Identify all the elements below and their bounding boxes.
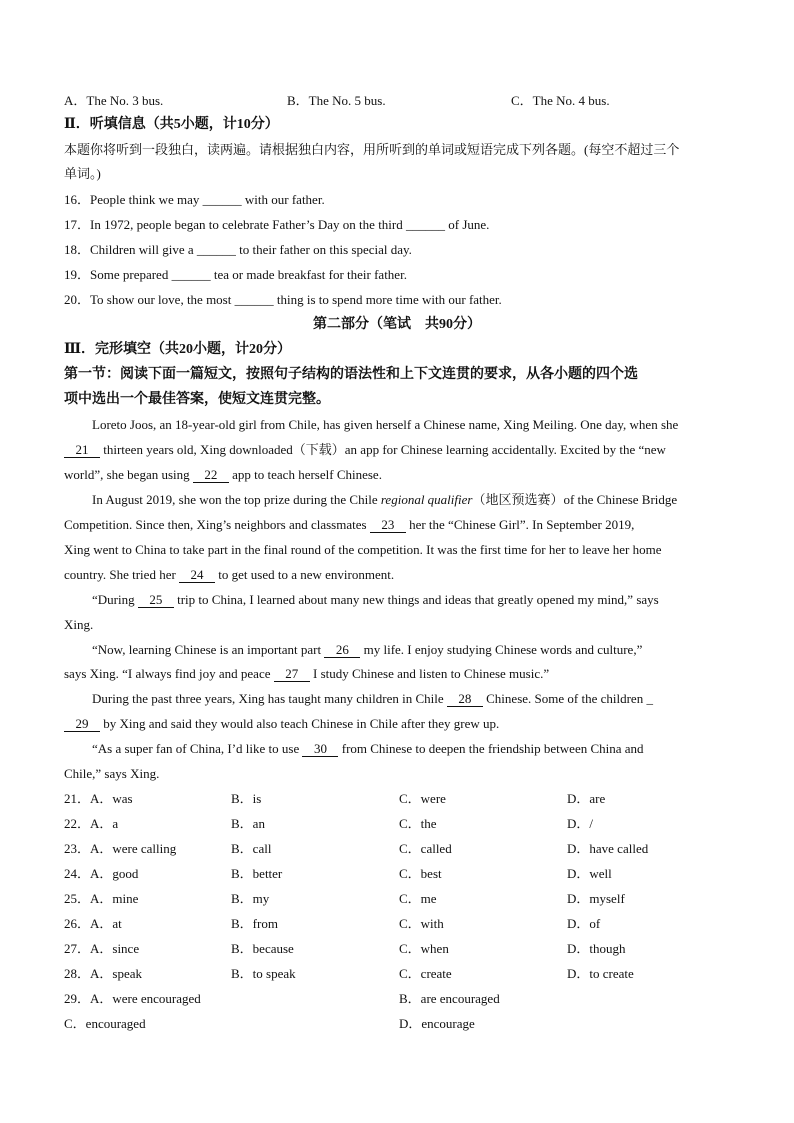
- answer-option[interactable]: 22．A．a: [64, 816, 119, 831]
- passage-line: “Now, learning Chinese is an important part 26 my life. I enjoy studying Chinese words and culture,”: [92, 642, 643, 657]
- answer-option[interactable]: C．called: [399, 841, 452, 856]
- answer-option[interactable]: B．call: [231, 841, 272, 856]
- answer-blank-17[interactable]: ______: [406, 217, 445, 232]
- answer-option[interactable]: 26．A．at: [64, 916, 122, 931]
- cloze-blank-27[interactable]: 27: [274, 666, 310, 682]
- answer-option[interactable]: D．well: [567, 866, 612, 881]
- answer-option[interactable]: 25．A．mine: [64, 891, 139, 906]
- cloze-blank-25[interactable]: 25: [138, 592, 174, 608]
- answer-option[interactable]: 23．A．were calling: [64, 841, 177, 856]
- passage-line: Loreto Joos, an 18-year-old girl from Chile, has given herself a Chinese name, Xing Meiling. One day, when she: [92, 417, 679, 432]
- section3-heading: Ⅲ．完形填空（共20小题，计20分）: [64, 342, 292, 357]
- answer-option[interactable]: 24．A．good: [64, 866, 139, 881]
- passage-line: 21 thirteen years old, Xing downloaded（下载）an app for Chinese learning accidentally. Excited by the “new: [64, 441, 666, 459]
- answer-blank-19[interactable]: ______: [171, 267, 211, 282]
- answer-option[interactable]: C．were: [399, 791, 446, 806]
- passage-line: “During 25 trip to China, I learned about many new things and ideas that greatly opened my mind,” says: [92, 592, 659, 607]
- answer-option[interactable]: 27．A．since: [64, 941, 140, 956]
- section3-instruction: 第一节：阅读下面一篇短文，按照句子结构的语法性和上下文连贯的要求，从各小题的四个选: [64, 367, 638, 382]
- answer-option[interactable]: C．when: [399, 941, 449, 956]
- answer-option[interactable]: C．best: [399, 866, 442, 881]
- answer-option[interactable]: D．to create: [567, 966, 634, 981]
- answer-blank-16[interactable]: ______: [202, 192, 242, 207]
- cloze-blank-28[interactable]: 28: [447, 691, 483, 707]
- answer-option[interactable]: C．me: [399, 891, 437, 906]
- question-19: 19．Some prepared ______ tea or made breakfast for their father.: [64, 267, 407, 282]
- cloze-blank-22[interactable]: 22: [193, 467, 229, 483]
- answer-option[interactable]: C．with: [399, 916, 444, 931]
- passage-line: country. She tried her 24 to get used to a new environment.: [64, 567, 395, 582]
- cloze-blank-24[interactable]: 24: [179, 567, 215, 583]
- cloze-blank-23[interactable]: 23: [370, 517, 406, 533]
- question-17: 17．In 1972, people began to celebrate Father’s Day on the third ______ of June.: [64, 217, 490, 232]
- answer-option[interactable]: D．though: [567, 941, 626, 956]
- passage-line: “As a super fan of China, I’d like to use 30 from Chinese to deepen the friendship between China and: [92, 741, 644, 756]
- answer-option[interactable]: C．the: [399, 816, 437, 831]
- section3-instruction-cont: 项中选出一个最佳答案，使短文连贯完整。: [64, 392, 330, 407]
- answer-option[interactable]: B．because: [231, 941, 294, 956]
- question-20: 20．To show our love, the most ______ thing is to spend more time with our father.: [64, 292, 502, 307]
- answer-option[interactable]: 28．A．speak: [64, 966, 142, 981]
- answer-option[interactable]: D．of: [567, 916, 601, 931]
- section2-instruction-cont: 单词。): [64, 166, 101, 181]
- answer-option[interactable]: D．myself: [567, 891, 625, 906]
- answer-option[interactable]: B．an: [231, 816, 265, 831]
- answer-option[interactable]: C．create: [399, 966, 452, 981]
- q29-option-d[interactable]: D．encourage: [399, 1016, 475, 1031]
- answer-blank-18[interactable]: ______: [196, 242, 236, 257]
- passage-line: Competition. Since then, Xing’s neighbors and classmates 23 her the “Chinese Girl”. In September 2019,: [64, 517, 635, 532]
- cloze-blank-26[interactable]: 26: [324, 642, 360, 658]
- q29-option-c[interactable]: C．encouraged: [64, 1016, 146, 1031]
- passage-line: Xing went to China to take part in the final round of the competition. It was the first time for her to leave her home: [64, 542, 662, 557]
- passage-line: In August 2019, she won the top prize during the Chile regional qualifier（地区预选赛）of the Chinese Bridge: [92, 492, 678, 507]
- passage-line: Xing.: [64, 617, 94, 632]
- section2-heading: Ⅱ．听填信息（共5小题，计10分）: [64, 117, 279, 132]
- passage-line: world”, she began using 22 app to teach herself Chinese.: [64, 467, 382, 482]
- q29-option-a[interactable]: 29．A．were encouraged: [64, 991, 201, 1006]
- answer-option[interactable]: B．to speak: [231, 966, 296, 981]
- passage-line: 29 by Xing and said they would also teach Chinese in Chile after they grew up.: [64, 715, 499, 733]
- answer-option[interactable]: B．is: [231, 791, 262, 806]
- passage-line: During the past three years, Xing has taught many children in Chile 28 Chinese. Some of the children _: [92, 691, 653, 706]
- cloze-blank-30[interactable]: 30: [302, 741, 338, 757]
- q15-option-a: A．The No. 3 bus.: [64, 93, 164, 108]
- passage-line: says Xing. “I always find joy and peace 27 I study Chinese and listen to Chinese music.”: [64, 666, 550, 681]
- cloze-blank-29[interactable]: 29: [64, 716, 100, 732]
- answer-option[interactable]: 21．A．was: [64, 791, 133, 806]
- answer-option[interactable]: B．from: [231, 916, 278, 931]
- answer-option[interactable]: D．have called: [567, 841, 649, 856]
- section2-instruction: 本题你将听到一段独白，读两遍。请根据独白内容，用所听到的单词或短语完成下列各题。(每空不超过三个: [64, 142, 680, 157]
- passage-line: Chile,” says Xing.: [64, 766, 160, 781]
- answer-option[interactable]: D．/: [567, 816, 594, 831]
- question-18: 18．Children will give a ______ to their father on this special day.: [64, 242, 412, 257]
- answer-option[interactable]: B．better: [231, 866, 283, 881]
- cloze-blank-21[interactable]: 21: [64, 442, 100, 458]
- answer-option[interactable]: B．my: [231, 891, 270, 906]
- answer-blank-20[interactable]: ______: [234, 292, 274, 307]
- answer-option[interactable]: D．are: [567, 791, 606, 806]
- q29-option-b[interactable]: B．are encouraged: [399, 991, 500, 1006]
- part2-title: 第二部分（笔试 共90分）: [313, 317, 481, 332]
- q15-option-c: C．The No. 4 bus.: [511, 93, 610, 108]
- italic-term: regional qualifier: [380, 492, 473, 507]
- question-16: 16．People think we may ______ with our father.: [64, 192, 325, 207]
- q15-option-b: B．The No. 5 bus.: [287, 93, 386, 108]
